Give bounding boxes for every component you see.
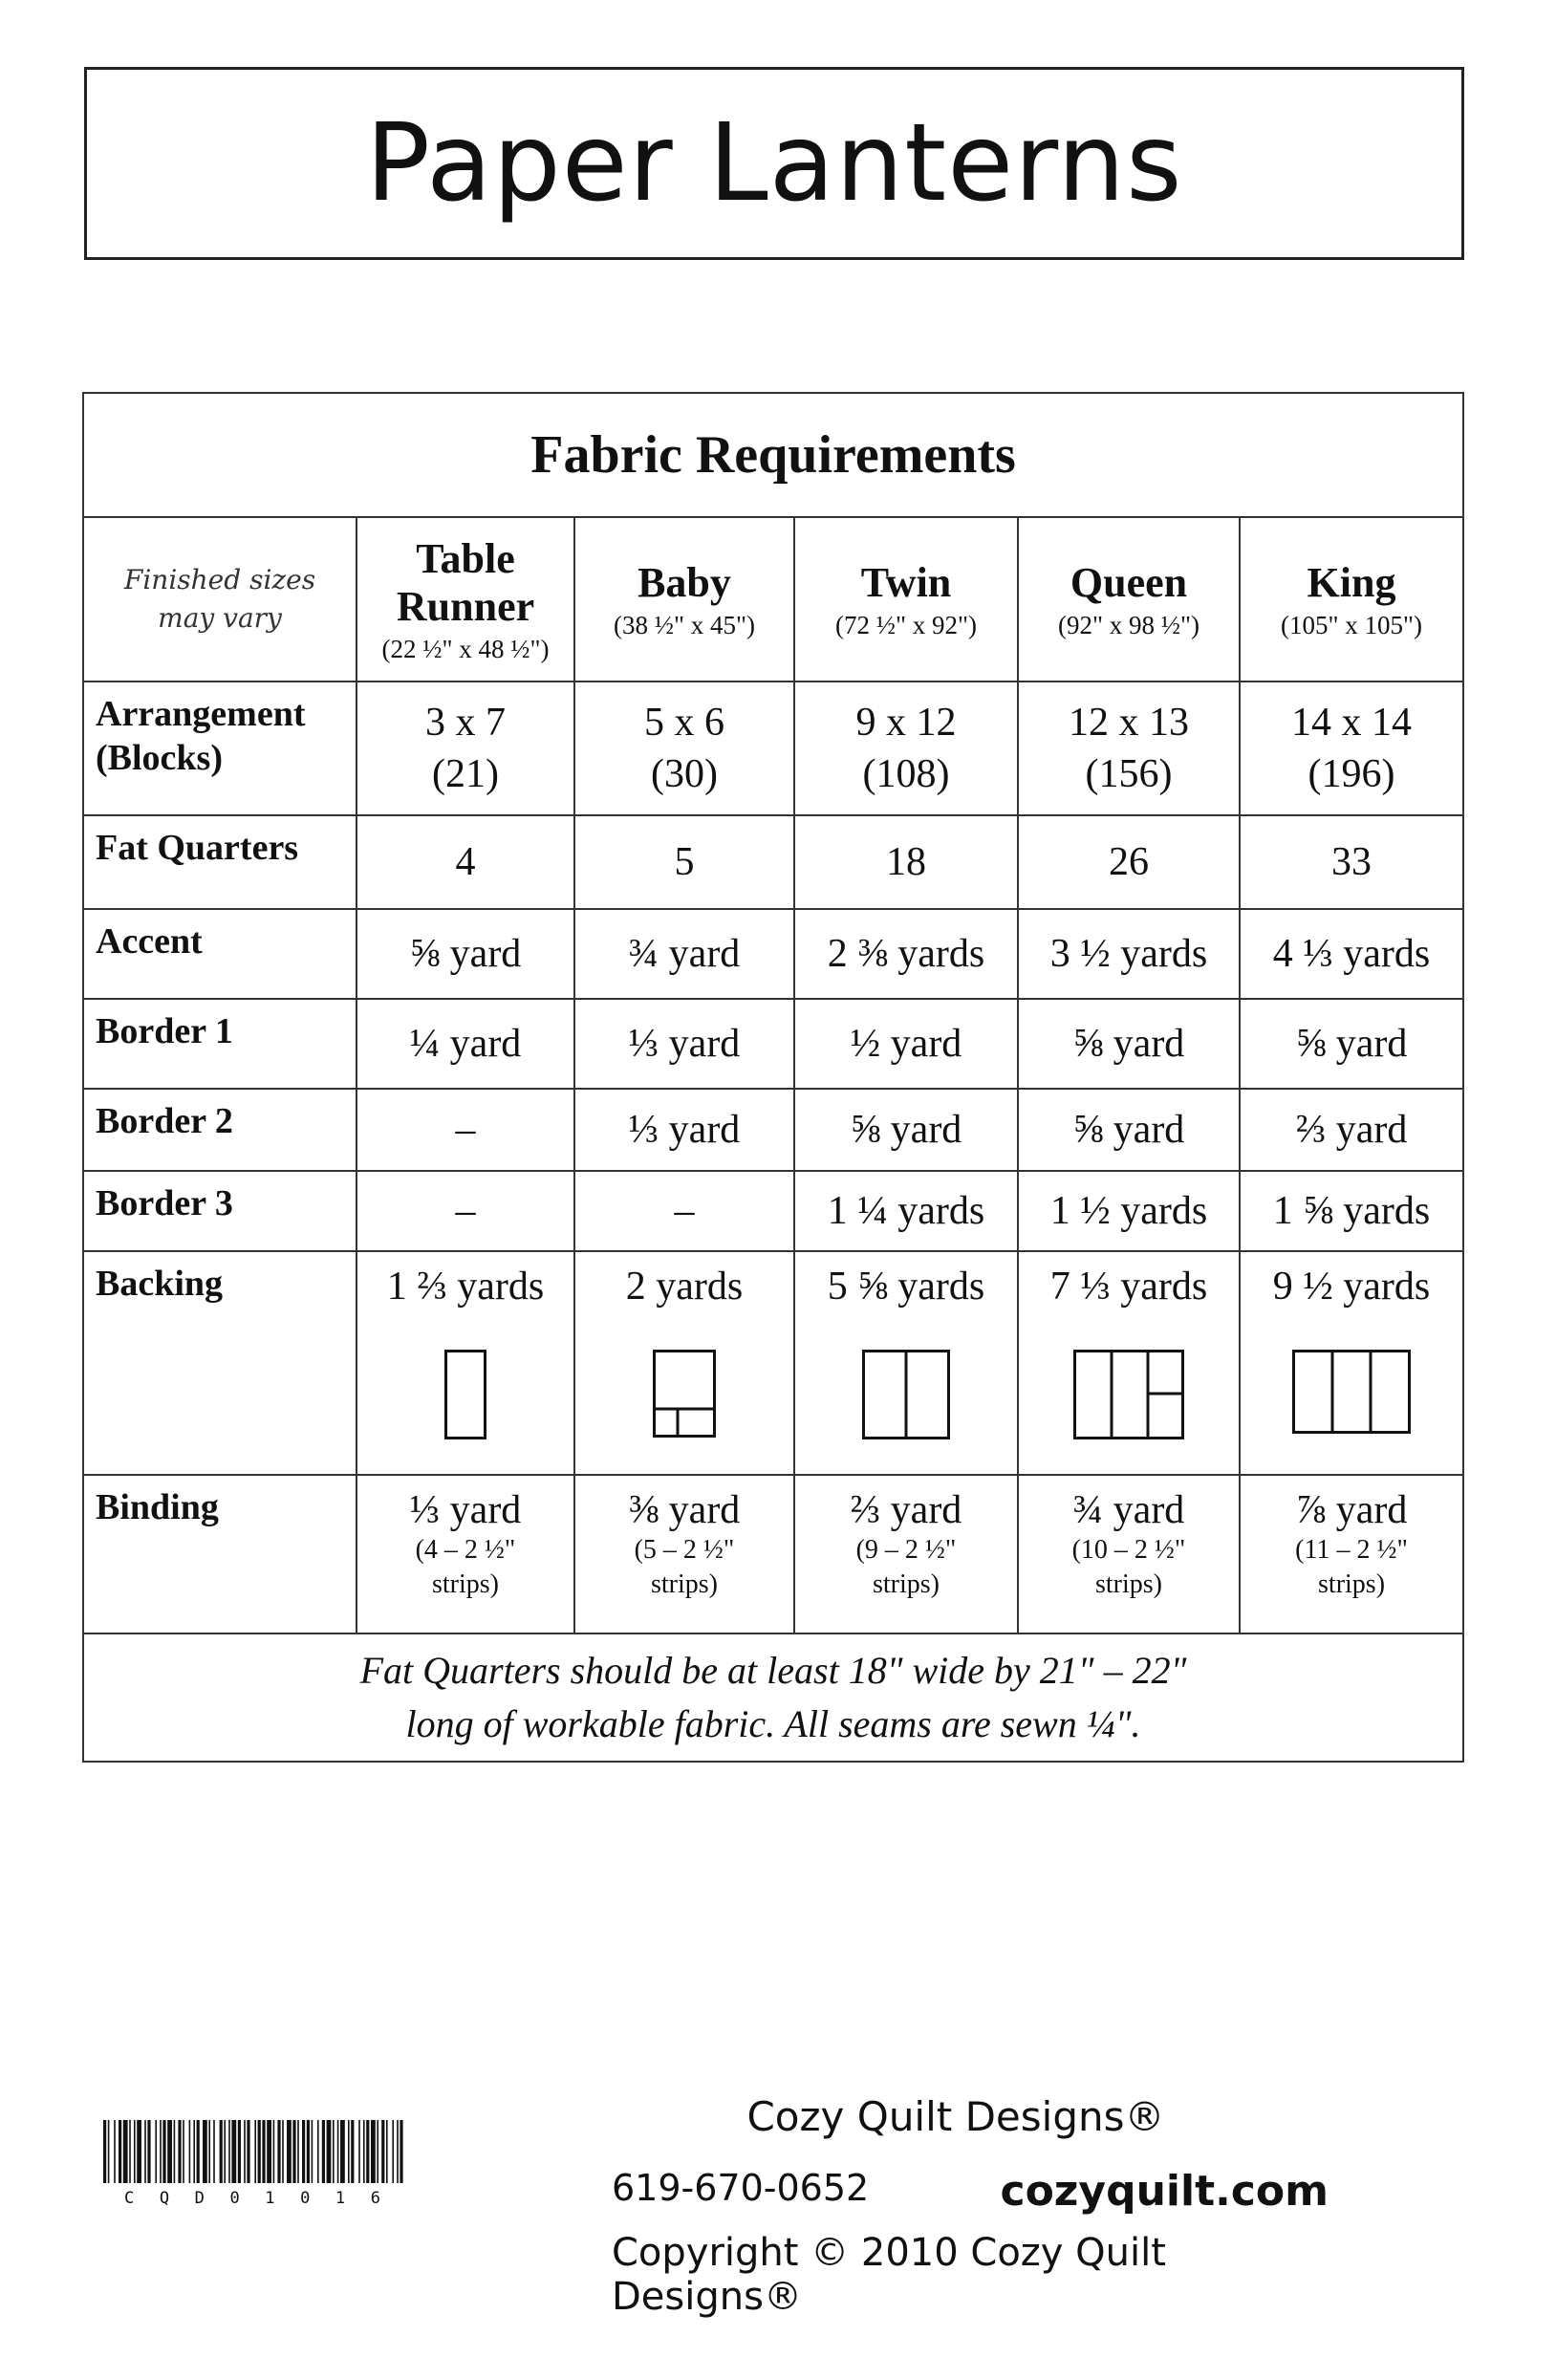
table-cell: ⅓ yard — [574, 999, 794, 1089]
binding-row — [83, 1475, 1463, 1634]
row-label: Border 1 — [83, 999, 357, 1089]
barcode-number: C Q D 0 1 0 1 6 — [124, 2189, 380, 2208]
accent-row — [83, 909, 1463, 999]
table-cell: 5 — [574, 815, 794, 909]
fabric-requirements-table — [82, 392, 1464, 1763]
table-cell: 26 — [1018, 815, 1240, 909]
table-cell: 9 ½ yards — [1240, 1251, 1463, 1475]
table-cell: 1 ⅔ yards — [357, 1251, 574, 1475]
table-cell: ⅝ yard — [1240, 999, 1463, 1089]
table-cell: 12 x 13 (156) — [1018, 682, 1240, 815]
table-cell: 3 x 7 (21) — [357, 682, 574, 815]
table-cell: 7 ⅓ yards — [1018, 1251, 1240, 1475]
table-cell: ⅜ yard (5 – 2 ½" strips) — [574, 1475, 794, 1634]
table-cell: – — [357, 1171, 574, 1251]
size-table-runner: Table Runner (22 ½" x 48 ½") — [357, 517, 574, 682]
size-baby: Baby (38 ½" x 45") — [574, 517, 794, 682]
sizes-note: Finished sizes may vary — [83, 517, 357, 682]
page-title: Paper Lanterns — [365, 101, 1183, 226]
table-cell: 4 — [357, 815, 574, 909]
company-name: Cozy Quilt Designs® — [746, 2093, 1165, 2140]
table-cell: ⅓ yard (4 – 2 ½" strips) — [357, 1475, 574, 1634]
arrangement-row — [83, 682, 1463, 815]
table-cell: 2 yards — [574, 1251, 794, 1475]
copyright: Copyright © 2010 Cozy Quilt Designs® — [612, 2231, 1166, 2319]
company-website[interactable]: cozyquilt.com — [1000, 2167, 1329, 2216]
table-cell: ⅔ yard (9 – 2 ½" strips) — [794, 1475, 1018, 1634]
company-info — [612, 2093, 1338, 2319]
table-cell: ⅝ yard — [794, 1089, 1018, 1171]
border-2-row — [83, 1089, 1463, 1171]
table-cell: ¾ yard — [574, 909, 794, 999]
table-cell: 33 — [1240, 815, 1463, 909]
company-phone: 619-670-0652 — [612, 2167, 870, 2209]
table-cell: ⅝ yard — [1018, 1089, 1240, 1171]
fat-quarters-row — [83, 815, 1463, 909]
table-cell: 1 ½ yards — [1018, 1171, 1240, 1251]
table-cell: ¼ yard — [357, 999, 574, 1089]
backing-row — [83, 1251, 1463, 1475]
size-header-row — [83, 517, 1463, 682]
table-cell: – — [357, 1089, 574, 1171]
table-cell: 4 ⅓ yards — [1240, 909, 1463, 999]
row-label: Arrangement (Blocks) — [83, 682, 357, 815]
row-label: Border 3 — [83, 1171, 357, 1251]
row-label: Backing — [83, 1251, 357, 1475]
size-twin: Twin (72 ½" x 92") — [794, 517, 1018, 682]
table-title: Fabric Requirements — [83, 393, 1463, 517]
table-cell: 5 ⅝ yards — [794, 1251, 1018, 1475]
size-king: King (105" x 105") — [1240, 517, 1463, 682]
title-box — [84, 67, 1464, 260]
table-cell: ½ yard — [794, 999, 1018, 1089]
table-cell: ⅝ yard — [357, 909, 574, 999]
row-label: Fat Quarters — [83, 815, 357, 909]
border-1-row — [83, 999, 1463, 1089]
border-3-row — [83, 1171, 1463, 1251]
table-cell: – — [574, 1171, 794, 1251]
table-cell: 1 ⅝ yards — [1240, 1171, 1463, 1251]
backing-layout-three-panel-split-icon — [1073, 1350, 1184, 1439]
table-cell: 9 x 12 (108) — [794, 682, 1018, 815]
table-cell: 2 ⅜ yards — [794, 909, 1018, 999]
table-cell: 1 ¼ yards — [794, 1171, 1018, 1251]
barcode-bars-icon — [99, 2120, 405, 2183]
barcode — [99, 2120, 405, 2208]
table-cell: 14 x 14 (196) — [1240, 682, 1463, 815]
row-label: Accent — [83, 909, 357, 999]
table-cell: 3 ½ yards — [1018, 909, 1240, 999]
backing-layout-single-panel-icon — [444, 1350, 486, 1439]
size-queen: Queen (92" x 98 ½") — [1018, 517, 1240, 682]
table-cell: 5 x 6 (30) — [574, 682, 794, 815]
table-cell: 18 — [794, 815, 1018, 909]
backing-layout-two-panel-icon — [862, 1350, 950, 1439]
row-label: Binding — [83, 1475, 357, 1634]
table-cell: ¾ yard (10 – 2 ½" strips) — [1018, 1475, 1240, 1634]
backing-layout-three-panel-icon — [1292, 1350, 1411, 1434]
table-cell: ⅞ yard (11 – 2 ½" strips) — [1240, 1475, 1463, 1634]
footnote: Fat Quarters should be at least 18" wide by 21" – 22" long of workable fabric. All seams are sewn ¼". — [83, 1634, 1463, 1762]
table-cell: ⅓ yard — [574, 1089, 794, 1171]
table-cell: ⅔ yard — [1240, 1089, 1463, 1171]
backing-layout-split-panel-icon — [653, 1350, 716, 1438]
table-cell: ⅝ yard — [1018, 999, 1240, 1089]
row-label: Border 2 — [83, 1089, 357, 1171]
